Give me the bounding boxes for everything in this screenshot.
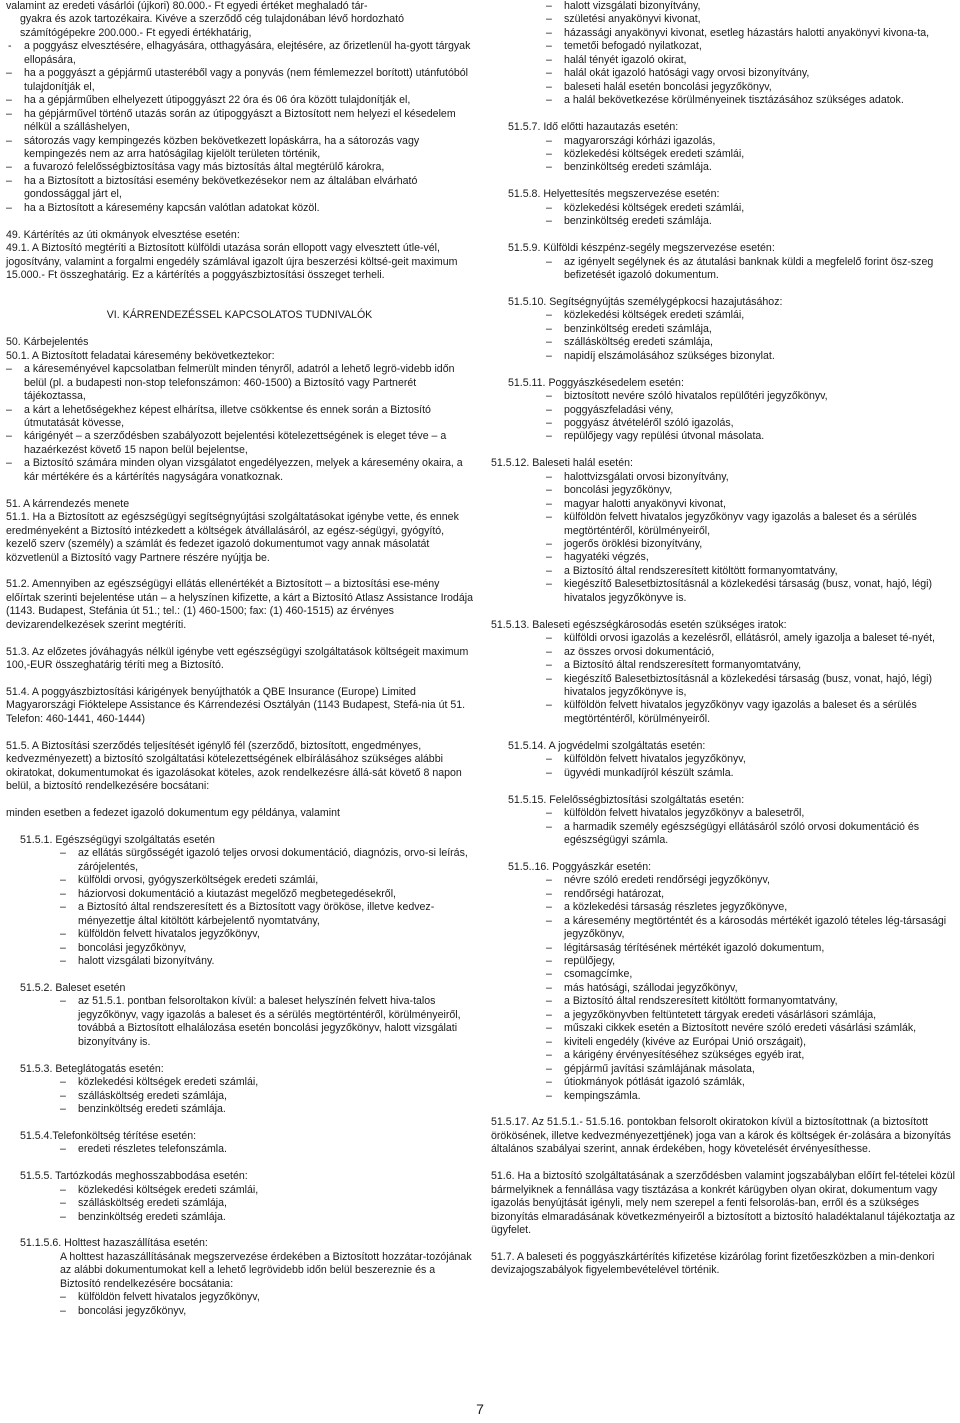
- subsection-5152: [6, 982, 473, 1049]
- subsection-heading: 51.5.9. Külföldi készpénz-segély megszervezése esetén:: [508, 242, 775, 255]
- list-item: – benzinköltség eredeti számlája.: [60, 1211, 473, 1224]
- list-item: – külföldön felvett hivatalos jegyzőkönyv a balesetről,: [546, 807, 957, 820]
- list-item: – külföldön felvett hivatalos jegyzőkönyv,: [546, 753, 957, 766]
- list-item: – szállásköltség eredeti számlája,: [546, 336, 957, 349]
- list-item: – szállásköltség eredeti számlája,: [60, 1090, 473, 1103]
- list-item: – csomagcímke,: [546, 968, 957, 981]
- subsection-heading: 51.5.4.Telefonköltség térítése esetén:: [20, 1129, 197, 1142]
- paragraph: 51.6. Ha a biztosító szolgáltatásának a szerződésben valamint jogszabályban előírt fel-tételei közül bármelyiknek a fennállása vagy tisztázása a konkrét kárügyben olyan okirat, dokumentum vagy igazolás benyújtását igényli, mely nem szerepel a fenti felsorolás-ban, erről és a szükséges bizonyítás elmaradásának következményeiről a biztosított a biztosító haladéktalanul tájékoztatja az ügyfelet.: [491, 1170, 956, 1237]
- list-item: – sátorozás vagy kempingezés közben bekövetkezett lopáskárra, ha a sátorozás vagy kempingezés nem az arra hatóságilag kijelölt területen történik,: [6, 135, 473, 162]
- list-item: – rendőrségi határozat,: [546, 888, 957, 901]
- list-item: – napidíj elszámolásához szükséges bizonylat.: [546, 350, 957, 363]
- paragraph: 51.5. A Biztosítási szerződés teljesítését igénylő fél (szerződő, biztosított, engedményes, kedvezményezett) a biztosító szolgáltatási kötelezettségének elbírálásához szükséges alábbi okiratokat, dokumentumokat és igazolásokat köteles, azok rendelkezésre állá-sát követő 8 napon belül, a biztosító rendelkezésére bocsátani:: [6, 739, 462, 793]
- subsection-5156: [6, 1237, 473, 1318]
- list-item: – a közlekedési társaság részletes jegyzőkönyve,: [546, 901, 957, 914]
- death-documents-list: [491, 0, 957, 108]
- subsection-5151: [6, 834, 473, 969]
- subsection-5153: [6, 1063, 473, 1117]
- list-item: – a kárigény érvényesítéséhez szükséges egyéb irat,: [546, 1049, 957, 1062]
- subsection-51514: [491, 740, 957, 780]
- list-item: – az igényelt segélynek és az átutalási banknak küldi a megfelelő forint ösz-szeg befizetését igazoló dokumentum.: [546, 256, 957, 283]
- list-item: – halottvizsgálati orvosi bizonyítvány,: [546, 471, 957, 484]
- list-item: – a fuvarozó felelősségbiztosítása vagy más biztosítás által megtérülő károkra,: [6, 161, 473, 174]
- list-item: – ügyvédi munkadíjról készült számla.: [546, 767, 957, 780]
- subsection-5154: [6, 1130, 473, 1157]
- list-item: – más hatósági, szállodai jegyzőkönyv,: [546, 982, 957, 995]
- list-item: – gépjármű javítási számlájának másolata,: [546, 1063, 957, 1076]
- subsection-heading: 51.5..16. Poggyászkár esetén:: [508, 860, 652, 873]
- subsection-heading: 51.5.2. Baleset esetén: [20, 981, 126, 994]
- list-item: – külföldi orvosi, gyógyszerköltségek eredeti számlái,: [60, 874, 473, 887]
- list-item: – benzinköltség eredeti számlája.: [60, 1103, 473, 1116]
- intro-line: gyakra és azok tartozékaira. Kivéve a szerződő cég tulajdonában lévő hordozható: [20, 13, 404, 26]
- list-item: – halál tényét igazoló okirat,: [546, 54, 957, 67]
- paragraph: A holttest hazaszállításának megszervezése érdekében a Biztosított hozzátar-tozójának az alábbi dokumentumokat kell a lehető legrövidebb időn belül beszereznie és a Biztosító rendelkezésére bocsátania:: [60, 1250, 472, 1290]
- list-item: – halál okát igazoló hatósági vagy orvosi bizonyítvány,: [546, 67, 957, 80]
- list-item: – hagyatéki végzés,: [546, 551, 957, 564]
- list-item: – műszaki cikkek esetén a Biztosított nevére szóló eredeti vásárlási számlák,: [546, 1022, 957, 1035]
- subsection-heading: 51.5.15. Felelősségbiztosítási szolgáltatás esetén:: [508, 793, 745, 806]
- list-item: – poggyász átvételéről szóló igazolás,: [546, 417, 957, 430]
- subsection-heading: 51.5.13. Baleseti egészségkárosodás esetén szükséges iratok:: [491, 618, 787, 631]
- list-item: – a káresemény megtörténtét és a károsodás mértékét igazoló tételes lég-társasági jegyzőkönyv,: [546, 915, 957, 942]
- list-item: – biztosított nevére szóló hivatalos repülőtéri jegyzőkönyv,: [546, 390, 957, 403]
- subsection-heading: 51.5.10. Segítségnyújtás személygépkocsi hazajutásához:: [508, 295, 783, 308]
- paragraph: minden esetben a fedezet igazoló dokumentum egy példánya, valamint: [6, 807, 340, 820]
- list-item: – kiegészítő Balesetbiztosításnál a közlekedési társaság (busz, vonat, hajó, légi) hivatalos jegyzőkönyve is,: [546, 673, 957, 700]
- list-item: – boncolási jegyzőkönyv,: [60, 942, 473, 955]
- list-item: – ha a gépjárműben elhelyezett útipoggyászt 22 óra és 06 óra között tulajdonítják el,: [6, 94, 473, 107]
- paragraph: 49.1. A Biztosító megtéríti a Biztosított külföldi utazása során ellopott vagy elvesztett útle-vél, jogosítvány, valamint a forgalmi engedély számlával igazolt újra beszerzési költsé-geit maximum 15.000.- Ft összeghatárig. Ez a kártérítés a poggyászbiztosítási összeget terheli.: [6, 242, 458, 282]
- list-item: – kempingszámla.: [546, 1090, 957, 1103]
- list-item: – a jegyzőkönyvben feltüntetett tárgyak eredeti vásárlásori számlája,: [546, 1009, 957, 1022]
- paragraph: 51.5.17. Az 51.5.1.- 51.5.16. pontokban felsorolt okiratokon kívül a biztosítottnak (a biztosított örökösének, illetve kedvezményezettjének) joga van a károk és költségek ér-zolására a bizonyítás általános szabályai szerint, annak érdekében, hogy követelését érvényesíthesse.: [491, 1116, 951, 1156]
- list-item: – a Biztosító által rendszeresített kitöltött formanyomtatvány,: [546, 565, 957, 578]
- list-item: – jogerős öröklési bizonyítvány,: [546, 538, 957, 551]
- subsection-heading: 51.5.11. Poggyászkésedelem esetén:: [508, 376, 684, 389]
- paragraph: 50.1. A Biztosított feladatai káresemény bekövetkeztekor:: [6, 349, 275, 362]
- paragraph: 51.7. A baleseti és poggyászkártérítés kifizetése kizárólag forint fizetőeszközben a min-denkori devizajogszabályok figyelembevételével történik.: [491, 1250, 935, 1277]
- subsection-heading: 51.5.7. Idő előtti hazautazás esetén:: [508, 121, 679, 134]
- list-item: – a Biztosító által rendszeresített és a Biztosított vagy örököse, illetve kedvez-ményezettje által kitöltött kárbejelentő nyomtatvány,: [60, 901, 473, 928]
- list-item: – kiegészítő Balesetbiztosításnál a közlekedési társaság (busz, vonat, hajó, légi) hivatalos jegyzőkönyve is.: [546, 578, 957, 605]
- list-item: – ha a Biztosított a biztosítási esemény bekövetkezésekor nem az általában elvárható gondossággal járt el,: [6, 175, 473, 202]
- subsection-5159: [491, 242, 957, 282]
- list-item: – benzinköltség eredeti számlája.: [546, 161, 957, 174]
- duty-list: [6, 363, 473, 484]
- page-number: 7: [476, 1401, 484, 1417]
- list-item: – benzinköltség eredeti számlája.: [546, 215, 957, 228]
- list-item: – házassági anyakönyvi kivonat, esetleg házastárs halotti anyakönyvi kivona-ta,: [546, 27, 957, 40]
- subsection-heading: 51.5.8. Helyettesítés megszervezése esetén:: [508, 188, 720, 201]
- list-item: – magyarországi kórházi igazolás,: [546, 135, 957, 148]
- list-item: – halott vizsgálati bizonyítvány,: [546, 0, 957, 13]
- list-item: – ha a poggyászt a gépjármű utasteréből vagy a ponyvás (nem fémlemezzel borított) utánfutóból tulajdonítják el,: [6, 67, 473, 94]
- left-column: [6, 0, 473, 1318]
- list-item: – útiokmányok pótlását igazoló számlák,: [546, 1076, 957, 1089]
- list-item: – születési anyakönyvi kivonat,: [546, 13, 957, 26]
- intro-line: valamint az eredeti vásárlói (újkori) 80.000.- Ft egyedi értéket meghaladó tár-: [6, 0, 368, 12]
- subsection-51510: [491, 296, 957, 363]
- list-item: – temetői befogadó nyilatkozat,: [546, 40, 957, 53]
- list-item: – a Biztosító által rendszeresített formanyomtatvány,: [546, 659, 957, 672]
- list-item: – baleseti halál esetén boncolási jegyzőkönyv,: [546, 81, 957, 94]
- list-item: – külföldön felvett hivatalos jegyzőkönyv,: [60, 928, 473, 941]
- subsection-heading: 51.5.5. Tartózkodás meghosszabbodása esetén:: [20, 1170, 248, 1183]
- list-item: – névre szóló eredeti rendőrségi jegyzőkönyv,: [546, 874, 957, 887]
- exclusion-list: [6, 40, 473, 215]
- subsection-heading: 51.1.5.6. Holttest hazaszállítása esetén:: [20, 1237, 208, 1250]
- list-item: – repülőjegy vagy repülési útvonal másolata.: [546, 430, 957, 443]
- list-item: – eredeti részletes telefonszámla.: [60, 1143, 473, 1156]
- list-item: – az összes orvosi dokumentáció,: [546, 646, 957, 659]
- list-item: – közlekedési költségek eredeti számlái,: [546, 202, 957, 215]
- list-item: – ha a Biztosított a káresemény kapcsán valótlan adatokat közöl.: [6, 202, 473, 215]
- list-item: – benzinköltség eredeti számlája,: [546, 323, 957, 336]
- subsection-5158: [491, 188, 957, 228]
- right-column: [491, 0, 957, 1278]
- list-item: – szállásköltség eredeti számlája,: [60, 1197, 473, 1210]
- subsection-5157: [491, 121, 957, 175]
- list-item: – boncolási jegyzőkönyv,: [546, 484, 957, 497]
- list-item: – halott vizsgálati bizonyítvány.: [60, 955, 473, 968]
- subsection-heading: 51.5.12. Baleseti halál esetén:: [491, 457, 633, 470]
- subsection-51512: [491, 457, 957, 605]
- list-item: – a halál bekövetkezése körülményeinek tisztázásához szükséges adatok.: [546, 94, 957, 107]
- list-item: – poggyászfeladási vény,: [546, 404, 957, 417]
- list-item: – a Biztosító számára minden olyan vizsgálatot engedélyezzen, melyek a káresemény okaira, a kár mértékére és a kártérítés nagyságára vonatkoznak.: [6, 457, 473, 484]
- chapter-title: VI. KÁRRENDEZÉSSEL KAPCSOLATOS TUDNIVALÓK: [106, 309, 373, 322]
- list-item: – boncolási jegyzőkönyv,: [60, 1305, 473, 1318]
- section-heading: 51. A kárrendezés menete: [6, 497, 130, 510]
- subsection-heading: 51.5.1. Egészségügyi szolgáltatás esetén: [20, 833, 215, 846]
- list-item: – légitársaság térítésének mértékét igazoló dokumentum,: [546, 942, 957, 955]
- list-item: – külföldi orvosi igazolás a kezelésről, ellátásról, amely igazolja a baleset té-nyét,: [546, 632, 957, 645]
- list-item: – kárigényét – a szerződésben szabályozott bejelentési kötelezettségének is eleget téve – a hazaérkezést követő 15 napon belül bejelentse,: [6, 430, 473, 457]
- subsection-51511: [491, 377, 957, 444]
- list-item: – az 51.5.1. pontban felsoroltakon kívül: a baleset helyszínén felvett hiva-talos jegyzőkönyv, vagy igazolás a baleset és a sérülés megtörténtéről, körülményeiről, továbbá a Biztosított elhalálozása esetén boncolási jegyzőkönyv, halott vizsgálati bizonyítvány is.: [60, 995, 473, 1049]
- list-item: – külföldön felvett hivatalos jegyzőkönyv,: [60, 1291, 473, 1304]
- list-item: – a harmadik személy egészségügyi ellátásáról szóló orvosi dokumentáció és egészségügyi számla.: [546, 821, 957, 848]
- list-item: – a káreseményével kapcsolatban felmerült minden tényről, adatról a lehető legrö-videbb időn belül (pl. a budapesti non-stop telefonszámon: 460-1500) a Biztosító vagy Partnerét tájékoztassa,: [6, 363, 473, 403]
- list-item: – közlekedési költségek eredeti számlái,: [546, 309, 957, 322]
- list-item: – ha gépjárművel történő utazás során az útipoggyászt a Biztosított nem helyezi el késedelem nélkül a szálláshelyen,: [6, 108, 473, 135]
- paragraph: 51.1. Ha a Biztosított az egészségügyi segítségnyújtási szolgáltatásokat igénybe vette, és ennek eredményeként a Biztosító intézkedett a költségek átvállalásáról, az egész-ségügyi, gyógyító, kezelő szerv (személy) a számlát és fedezet igazoló dokumentumot vagy annak másolatát közvetlenül a Biztosító vagy Partnere részére nyújtja be.: [6, 511, 459, 564]
- list-item: – külföldön felvett hivatalos jegyzőkönyv vagy igazolás a baleset és a sérülés megtörténtéről, körülményeiről,: [546, 511, 957, 538]
- list-item: – közlekedési költségek eredeti számlái,: [60, 1076, 473, 1089]
- paragraph: 51.4. A poggyászbiztosítási kárigények benyújthatók a QBE Insurance (Europe) Limited Magyarországi Fióktelepe Assistance és Kárrendezési Osztályán (1143 Budapest, Stefá-nia út 51. Telefon: 460-1441, 460-1444): [6, 685, 466, 725]
- list-item: – közlekedési költségek eredeti számlái,: [546, 148, 957, 161]
- subsection-51513: [491, 619, 957, 727]
- subsection-heading: 51.5.3. Beteglátogatás esetén:: [20, 1062, 164, 1075]
- list-item: – magyar halotti anyakönyvi kivonat,: [546, 498, 957, 511]
- section-heading: 50. Kárbejelentés: [6, 336, 89, 349]
- paragraph: 51.2. Amennyiben az egészségügyi ellátás ellenértékét a Biztosított – a biztosítási ese-mény előírtak szerinti bejelentése után – a helyszínen kifizette, a kárt a Biztosító Atlasz Assistance Irodája (1143. Budapest, Stefánia út 51.; tel.: (1) 460-1500; fax: (1) 460-1515) az érvényes devizarendelkezések szerint megtéríti.: [6, 578, 473, 631]
- subsection-51515: [491, 794, 957, 848]
- subsection-heading: 51.5.14. A jogvédelmi szolgáltatás esetén:: [508, 739, 706, 752]
- list-item: – a kárt a lehetőségekhez képest elhárítsa, illetve csökkentse és ennek során a Biztosító útmutatását kövesse,: [6, 404, 473, 431]
- list-item: – repülőjegy,: [546, 955, 957, 968]
- list-item: – a Biztosító által rendszeresített kitöltött formanyomtatvány,: [546, 995, 957, 1008]
- list-item: – közlekedési költségek eredeti számlái,: [60, 1184, 473, 1197]
- intro-line: számítógépekre 200.000.- Ft egyedi értékhatárig,: [20, 26, 252, 39]
- paragraph: 51.3. Az előzetes jóváhagyás nélkül igénybe vett egészségügyi szolgáltatások költségeit maximum 100,-EUR összeghatárig téríti meg a Biztosító.: [6, 645, 469, 672]
- list-item: – háziorvosi dokumentáció a kiutazást megelőző megbetegedésekről,: [60, 888, 473, 901]
- list-item: – kiviteli engedély (kivéve az Európai Unió országait),: [546, 1036, 957, 1049]
- section-heading: 49. Kártérítés az úti okmányok elvesztése esetén:: [6, 228, 240, 241]
- list-item: – külföldön felvett hivatalos jegyzőkönyv vagy igazolás a baleset és a sérülés megtörténtéről, körülményeiről.: [546, 699, 957, 726]
- list-item: – az ellátás sürgősségét igazoló teljes orvosi dokumentáció, diagnózis, orvo-si leírás, zárójelentés,: [60, 847, 473, 874]
- subsection-5155: [6, 1170, 473, 1224]
- subsection-51516: [491, 861, 957, 1103]
- list-item: - a poggyász elvesztésére, elhagyására, otthagyására, elejtésére, az őrizetlenül ha-gyott tárgyak ellopására,: [6, 40, 473, 67]
